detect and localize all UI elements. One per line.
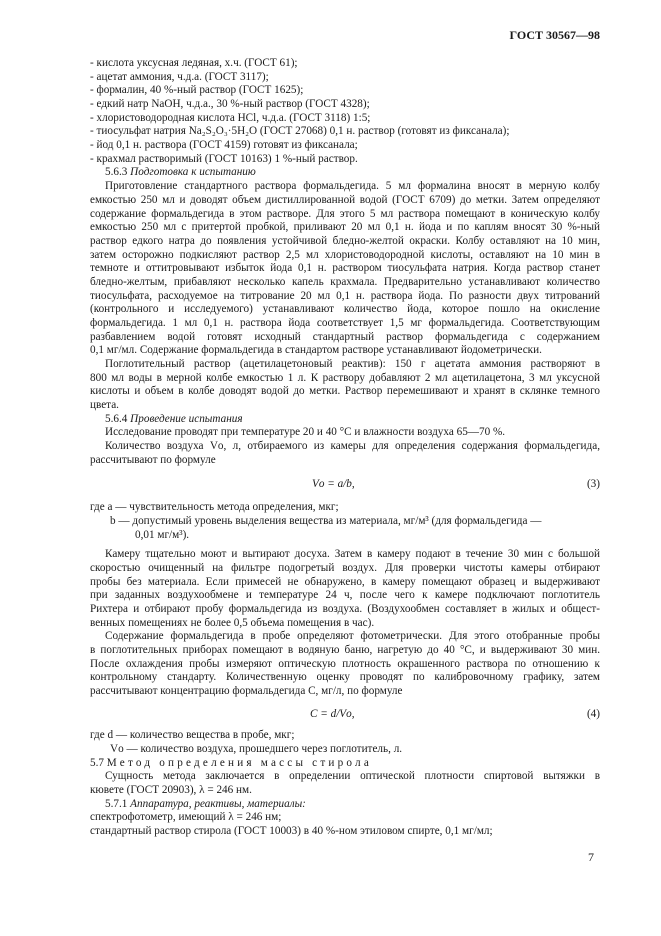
paragraph-line: в поглотительных приборах помещают в водяную баню, нагретую до 40 °С, и выдерживают 30 мин.: [90, 644, 600, 656]
paragraph-line: стандартный раствор стирола (ГОСТ 10003) в 40 %-ном этиловом спирте, 0,1 мг/мл;: [90, 825, 493, 837]
paragraph-line: кювете (ГОСТ 20903), λ = 246 нм.: [90, 784, 252, 796]
paragraph-line: Камеру тщательно моют и вытирают досуха. Затем в камеру подают в течение 30 мин с большой: [105, 548, 600, 560]
paragraph-line: Сущность метода заключается в определении оптической плотности спиртовой вытяжки в: [105, 770, 600, 782]
paragraph-line: Количество воздуха Vо, л, отбираемого из камеры для определения содержания формальдегида,: [105, 440, 600, 452]
paragraph-line: раствор едкого натра до появления устойчивой бледно-желтой окраски. Колбу оставляют на 10 мин,: [90, 235, 600, 247]
paragraph-line: емкостью 250 мл и доводят объем дистиллированной водой (ГОСТ 6709) до метки. Затем определяют: [90, 194, 600, 206]
paragraph-line: 0,1 мг/мл. Содержание формальдегида в стандартом растворе устанавливают йодометрически.: [90, 344, 542, 356]
legend-line: где a — чувствительность метода определения, мкг;: [90, 501, 339, 513]
paragraph-line: скоростью очищенный на фильтре подогретый воздух. Для проверки чистоты камеры отбирают: [90, 562, 600, 574]
paragraph-line: Приготовление стандартного раствора формальдегида. 5 мл формалина вносят в мерную колбу: [105, 180, 600, 192]
section-heading-5-6-3: [105, 165, 615, 179]
formula-number-3: (3): [586, 478, 600, 490]
formula-4: C = d/Vо,: [310, 708, 355, 720]
paragraph-line: темноте и оттитровывают избыток йода 0,1 н. раствором тиосульфата натрия. Когда раствор станет: [90, 262, 600, 274]
legend-line: b — допустимый уровень выделения вещества из материала, мг/м³ (для формальдегида —: [110, 515, 542, 527]
section-number: 5.6.3: [105, 166, 128, 178]
page-number: 7: [588, 850, 594, 864]
section-title: Подготовка к испытанию: [130, 166, 256, 178]
section-heading-5-7-1: [105, 797, 615, 811]
section-heading-5-6-4: [105, 412, 615, 426]
reagent-item: - тиосульфат натрия Na₂S₂O₃·5H₂O (ГОСТ 27068) 0,1 н. раствор (готовят из фиксанала);: [90, 125, 510, 137]
paragraph-line: емкостью 250 мл с притертой пробкой, приливают 20 мл 0,1 н. йода и по каплям вносят 30 %-ный: [90, 221, 600, 233]
legend-line: 0,01 мг/м³).: [135, 529, 190, 541]
standard-header: ГОСТ 30567—98: [509, 28, 600, 42]
paragraph-line: затем осторожно подкисляют раствор 2,5 мл хлористоводородной кислоты, оставляют на 10 мин в: [90, 249, 600, 261]
paragraph-line: После охлаждения пробы измеряют оптическую плотность окрашенного раствора по отношению к: [90, 658, 600, 670]
section-title: Проведение испытания: [130, 413, 243, 425]
paragraph-line: спектрофотометр, имеющий λ = 246 нм;: [90, 811, 282, 823]
paragraph-line: содержание формальдегида в этом растворе. Для этого 5 мл раствора помещают в коническую колбу: [90, 208, 600, 220]
paragraph-line: рассчитывают концентрацию формальдегида C, мг/л, по формуле: [90, 685, 403, 697]
legend-line: Vо — количество воздуха, прошедшего через поглотитель, л.: [110, 743, 403, 755]
section-number: 5.6.4: [105, 413, 128, 425]
reagent-item: - крахмал растворимый (ГОСТ 10163) 1 %-ный раствор.: [90, 153, 358, 165]
reagent-item: - кислота уксусная ледяная, х.ч. (ГОСТ 61);: [90, 57, 298, 69]
paragraph-line: 800 мл воды в мерной колбе емкостью 1 л. К раствору добавляют 2 мл ацетилацетона, 3 мл уксусной: [90, 372, 600, 384]
paragraph-line: кислоты и объем в колбе доводят водой до метки. Раствор перемешивают и хранят в склянке темного: [90, 385, 600, 397]
paragraph-line: Поглотительный раствор (ацетилацетоновый реактив): 150 г ацетата аммония растворяют в: [105, 358, 600, 370]
paragraph-line: при заданных воздухообмене и температуре 24 ч, после чего к камере подключают поглотитель: [90, 589, 600, 601]
paragraph-line: тиосульфата, расходуемое на титрование 20 мл 0,1 н. раствора йода. По разности двух титрований: [90, 290, 600, 302]
section-number: 5.7: [90, 757, 104, 769]
formula-3: Vо = a/b,: [312, 478, 355, 490]
reagent-item: - едкий натр NaOH, ч.д.а., 30 %-ный раствор (ГОСТ 4328);: [90, 98, 370, 110]
paragraph-line: контрольному стандарту. Количественную оценку проводят по калибровочному графику, затем: [90, 671, 600, 683]
paragraph-line: формальдегида. 1 мл 0,1 н. раствора йода соответствует 1,5 мг формальдегида. Соответствующим: [90, 317, 600, 329]
reagent-item: - ацетат аммония, ч.д.а. (ГОСТ 3117);: [90, 71, 269, 83]
legend-line: где d — количество вещества в пробе, мкг;: [90, 729, 295, 741]
paragraph-line: Исследование проводят при температуре 20 и 40 °С и влажности воздуха 65—70 %.: [105, 426, 506, 438]
paragraph-line: венных помещениях не более 0,5 объема помещения в час).: [90, 617, 375, 629]
reagent-item: - хлористоводородная кислота HCl, ч.д.а. (ГОСТ 3118) 1:5;: [90, 112, 371, 124]
reagent-item: - формалин, 40 %-ный раствор (ГОСТ 1625);: [90, 84, 304, 96]
paragraph-line: бледно-желтым, прибавляют несколько капель крахмала. Предварительно устанавливают количество: [90, 276, 600, 288]
section-title: Метод определения массы стирола: [106, 757, 373, 769]
formula-number-4: (4): [586, 708, 600, 720]
paragraph-line: рассчитывают по формуле: [90, 454, 216, 466]
section-number: 5.7.1: [105, 798, 128, 810]
paragraph-line: пробы без материала. Если примесей не обнаружено, в камеру помещают образец и выдерживают: [90, 576, 600, 588]
paragraph-line: Содержание формальдегида в пробе определяют фотометрически. Для этого отобранные пробы: [105, 630, 600, 642]
reagent-item: - йод 0,1 н. раствора (ГОСТ 4159) готовят из фиксанала;: [90, 139, 358, 151]
paragraph-line: (контрольного и исследуемого) устанавливают количество йода, которое пошло на окисление: [90, 303, 600, 315]
paragraph-line: Рихтера и отбирают пробу формальдегида из воздуха. (Воздухообмен составляет в жилых и общест-: [90, 603, 600, 615]
section-title: Аппаратура, реактивы, материалы:: [130, 798, 306, 810]
paragraph-line: цвета.: [90, 399, 119, 411]
paragraph-line: разбавлением водой готовят исходный стандартный раствор формальдегида с содержанием: [90, 331, 600, 343]
section-heading-5-7: [90, 756, 600, 770]
